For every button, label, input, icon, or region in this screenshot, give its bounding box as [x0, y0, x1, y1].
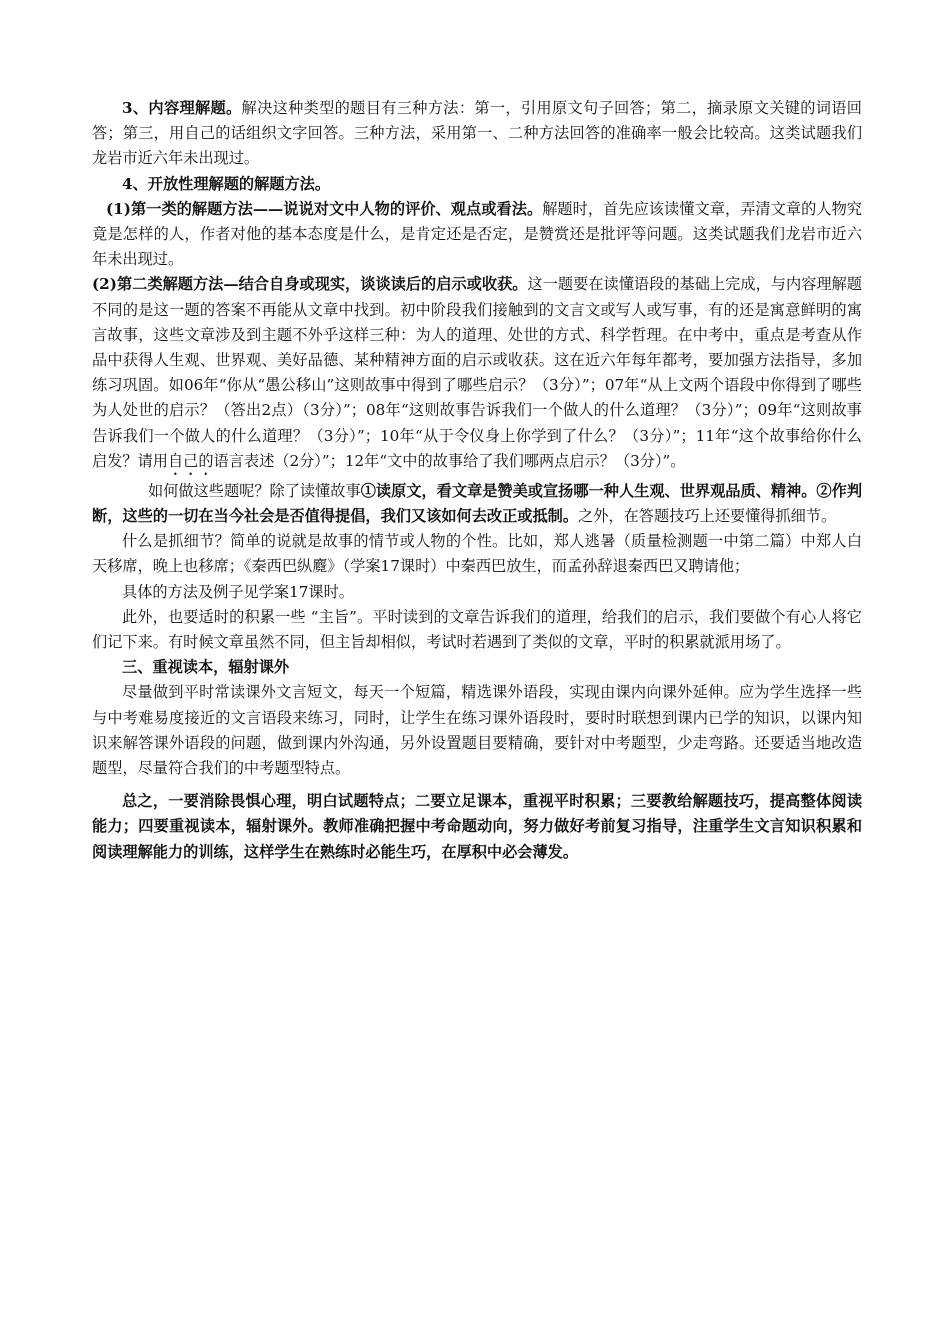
- text-open-type2: 这一题要在读懂语段的基础上完成，与内容理解题不同的是这一题的答案不再能从文章中找到。初中阶段我们接触到的文言文或写人或写事，有的还是寓意鲜明的寓言故事，这些文章涉及到主题不外乎这样三种：为人的道理、处世的方式、科学哲理。在中考中，重点是考查从作品中获得人生观、世界观、美好品德、某种精神方面的启示或收获。这在近六年每年都考，要加强方法指导，多加练习巩固。如06年“你从“愚公移山”这则故事中得到了哪些启示？（3分）”；07年“从上文两个语段中你得到了哪些为人处世的启示？（答出2点）（3分）”；08年“这则故事告诉我们一个做人的什么道理？（3分）”；09年“这则故事告诉我们一个做人的什么道理？（3分）”；10年“从于令仪身上你学到了什么？（3分）”；11年“这个故事给你什么启发？请用: [92, 275, 862, 470]
- heading-open-type1: (1)第一类的解题方法——说说对文中人物的评价、观点或看法。: [106, 199, 543, 218]
- text-how-tail: 之外，在答题技巧上还要懂得抓细节。: [578, 507, 837, 526]
- emphasis-dotted-text: 自己的: [167, 451, 214, 470]
- paragraph-how-to: [92, 479, 862, 529]
- heading-open-type2: (2)第二类解题方法—结合自身或现实，谈谈读后的启示或收获。: [92, 275, 528, 294]
- heading-section-three: 三、重视读本，辐射课外: [122, 658, 290, 677]
- paragraph-accumulate-theme: 此外，也要适时的积累一些 “主旨”。平时读到的文章告诉我们的道理，给我们的启示，我们要做个有心人将它们记下来。有时候文章虽然不同，但主旨却相似，考试时若遇到了类似的文章，平时的积累就派用场了。: [92, 607, 862, 652]
- text-how-bold-steps: ①读原文，看文章是赞美或宣扬哪一种人生观、世界观品质、精神。②作判断，这些的一切在当今社会是否值得提倡，我们又该如何去改正或抵制。: [92, 481, 863, 526]
- paragraph-open-type2: [92, 272, 862, 478]
- paragraph-method-reference: 具体的方法及例子见学案17课时。: [122, 582, 354, 601]
- paragraph-details: 什么是抓细节？简单的说就是故事的情节或人物的个性。比如，郑人逃暑（质量检测题一中第二篇）中郑人白天移席，晚上也移席；《秦西巴纵麑》（学案17课时）中秦西巴放生，而孟孙辞退秦西巴又聘请他；: [92, 532, 862, 576]
- heading-open-question: 4、开放性理解题的解题方法。: [122, 174, 331, 193]
- text-content-understanding: 解决这种类型的题目有三种方法：第一，引用原文句子回答；第二，摘录原文关键的词语回答；第三，用自己的话组织文字回答。三种方法，采用第一、二种方法回答的准确率一般会比较高。这类试题我们龙岩市近六年未出现过。: [92, 99, 862, 168]
- paragraph-extracurricular-reading: 尽量做到平时常读课外文言短文，每天一个短篇，精选课外语段，实现由课内向课外延伸。应为学生选择一些与中考难易度接近的文言语段来练习，同时，让学生在练习课外语段时，要时时联想到课内已学的知识，以课内知识来解答课外语段的问题，做到课内外沟通，另外设置题目要精确，要针对中考题型，少走弯路。还要适当地改造题型，尽量符合我们的中考题型特点。: [92, 683, 862, 778]
- paragraph-content-understanding: [92, 96, 862, 172]
- paragraph-summary: 总之，一要消除畏惧心理，明白试题特点；二要立足课本，重视平时积累；三要教给解题技巧，提高整体阅读能力；四要重视读本，辐射课外。教师准确把握中考命题动向，努力做好考前复习指导，注重学生文言知识积累和阅读理解能力的训练，这样学生在熟练时必能生巧，在厚积中必会薄发。: [92, 792, 862, 861]
- paragraph-open-type1: [92, 197, 862, 273]
- text-how-lead: 如何做这些题呢？除了读懂故事: [148, 481, 361, 500]
- text-open-type1: 解题时，首先应该读懂文章，弄清文章的人物究竟是怎样的人，作者对他的基本态度是什么，是肯定还是否定，是赞赏还是批评等问题。这类试题我们龙岩市近六年未出现过。: [92, 199, 862, 269]
- text-open-type2-tail: 语言表述（2分）”；12年“文中的故事给了我们哪两点启示？（3分）”。: [213, 451, 686, 470]
- heading-content-understanding: 3、内容理解题。: [122, 99, 242, 117]
- document-body: [92, 96, 862, 865]
